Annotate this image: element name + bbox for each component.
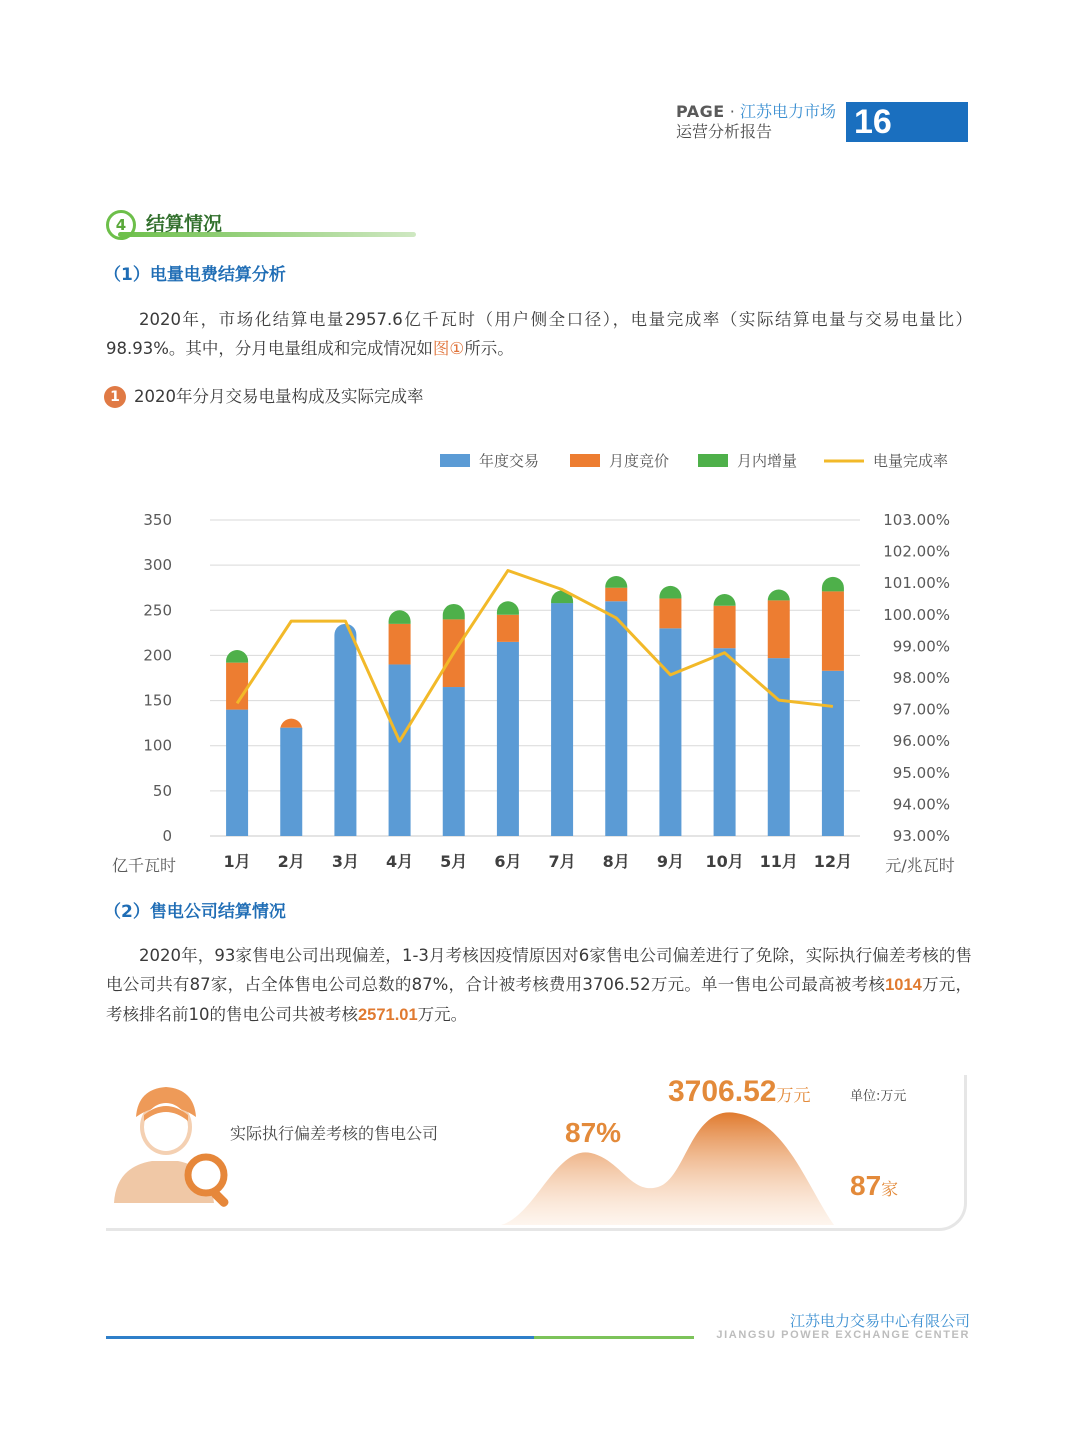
separator-dot: · — [729, 102, 735, 121]
card-graphics — [106, 1075, 966, 1230]
left-tick-label: 350 — [143, 511, 172, 529]
footer-company-cn: 江苏电力交易中心有限公司 — [789, 1312, 970, 1330]
right-tick-label: 94.00% — [892, 795, 950, 814]
category-label: 4月 — [386, 852, 414, 871]
bar-segment — [605, 601, 627, 836]
legend-label: 月度竞价 — [609, 452, 670, 470]
paragraph-text-end: 万元。 — [417, 1005, 468, 1024]
category-label: 10月 — [705, 852, 744, 871]
figure-reference-link[interactable]: 图① — [432, 339, 465, 358]
right-tick-label: 100.00% — [883, 605, 950, 624]
legend-swatch — [440, 454, 470, 467]
bar-segment — [768, 600, 790, 658]
legend-swatch — [570, 454, 600, 467]
bar-segment — [497, 642, 519, 836]
category-label: 2月 — [277, 852, 305, 871]
category-label: 11月 — [759, 852, 798, 871]
left-tick-label: 50 — [152, 781, 172, 800]
report-name: 运营分析报告 — [676, 122, 773, 141]
bar-segment — [497, 601, 519, 615]
max-fee-highlight: 1014 — [885, 976, 922, 994]
right-tick-label: 101.00% — [883, 574, 950, 593]
paragraph-text: 2020年，市场化结算电量2957.6亿千瓦时（用户侧全口径），电量完成率（实际结算电量与交易电量比）98.93%。其中，分月电量组成和完成情况如 — [106, 310, 972, 358]
page-label: PAGE — [676, 102, 725, 121]
bar-segment — [280, 728, 302, 836]
header-title — [676, 102, 836, 122]
paragraph-text: 2020年，93家售电公司出现偏差，1-3月考核因疫情原因对6家售电公司偏差进行了免除，实际执行偏差考核的售电公司共有87家，占全体售电公司总数的87%，合计被考核费用3706.52万元。单一售电公司最高被考核 — [106, 946, 972, 994]
mountain-graphic — [501, 1112, 834, 1225]
right-tick-label: 98.00% — [892, 669, 950, 687]
bar-segment — [659, 628, 681, 836]
subsection-2-title: （2）售电公司结算情况 — [104, 902, 286, 922]
category-label: 9月 — [656, 852, 684, 871]
bar-segment — [443, 687, 465, 836]
section-number: 4 — [106, 210, 136, 240]
paragraph-text-mid: 万元，考核排名前10的售电公司共被考核 — [106, 975, 973, 1024]
legend-label: 电量完成率 — [873, 452, 949, 470]
category-label: 6月 — [494, 852, 522, 871]
bar-segment — [822, 671, 844, 836]
bar-segment — [389, 610, 411, 624]
right-tick-label: 95.00% — [892, 763, 950, 782]
bar-segment — [822, 577, 844, 591]
subsection-1-title: （1）电量电费结算分析 — [104, 265, 286, 285]
right-tick-label: 102.00% — [883, 542, 950, 561]
right-tick-label: 93.00% — [892, 827, 950, 845]
figure-title: 2020年分月交易电量构成及实际完成率 — [134, 387, 424, 406]
category-label: 5月 — [440, 852, 468, 871]
right-tick-label: 99.00% — [892, 637, 950, 656]
right-tick-label: 96.00% — [892, 732, 950, 751]
bar-segment — [714, 648, 736, 836]
left-tick-label: 150 — [143, 691, 172, 710]
percent-value: 87% — [565, 1117, 622, 1148]
count-value — [850, 1170, 898, 1202]
assessment-summary-card — [106, 1075, 966, 1230]
category-label: 12月 — [813, 852, 853, 871]
page-number: 16 — [846, 102, 968, 142]
bar-segment — [389, 664, 411, 836]
bar-segment — [443, 604, 465, 619]
section-title: 结算情况 — [146, 213, 223, 235]
footer-line-blue — [106, 1336, 534, 1339]
count-number: 87 — [850, 1170, 882, 1201]
category-label: 3月 — [331, 852, 359, 871]
card-label: 实际执行偏差考核的售电公司 — [230, 1124, 439, 1143]
left-tick-label: 250 — [143, 601, 172, 620]
legend-label: 年度交易 — [479, 452, 540, 470]
fee-number: 3706.52 — [668, 1075, 777, 1108]
bar-segment — [714, 594, 736, 606]
bar-segment — [822, 591, 844, 670]
legend-swatch — [698, 454, 728, 467]
subsection-2-paragraph — [106, 941, 972, 1030]
left-axis-unit: 亿千瓦时 — [111, 856, 177, 875]
market-name: 江苏电力市场 — [739, 102, 836, 121]
fee-value — [668, 1075, 810, 1109]
fee-unit: 万元 — [776, 1086, 811, 1106]
footer-company-en: JIANGSU POWER EXCHANGE CENTER — [716, 1329, 970, 1341]
right-tick-label: 103.00% — [883, 511, 950, 529]
bar-segment — [768, 590, 790, 601]
bar-segment — [389, 624, 411, 665]
count-unit: 家 — [881, 1180, 899, 1200]
paragraph-text-end: 所示。 — [464, 339, 514, 358]
bar-segment — [605, 576, 627, 588]
bar-segment — [226, 710, 248, 836]
footer-line-green — [534, 1336, 694, 1339]
left-tick-label: 0 — [162, 827, 172, 845]
bar-segment — [714, 606, 736, 648]
left-tick-label: 100 — [143, 736, 172, 755]
bar-segment — [226, 650, 248, 663]
subsection-1-paragraph — [106, 305, 972, 363]
legend-label: 月内增量 — [737, 452, 798, 470]
left-tick-label: 200 — [143, 646, 172, 665]
category-label: 1月 — [223, 852, 251, 871]
figure-number-badge: 1 — [104, 386, 126, 408]
person-search-icon — [114, 1087, 230, 1209]
left-tick-label: 300 — [143, 556, 172, 575]
unit-note: 单位:万元 — [850, 1089, 907, 1104]
bar-segment — [659, 586, 681, 599]
category-label: 8月 — [602, 852, 630, 871]
top10-fee-highlight: 2571.01 — [358, 1006, 418, 1024]
bar-segment — [497, 615, 519, 642]
bar-segment — [605, 588, 627, 602]
monthly-energy-chart — [100, 440, 980, 885]
category-label: 7月 — [548, 852, 576, 871]
bar-segment — [659, 599, 681, 629]
right-axis-unit: 元/兆瓦时 — [885, 856, 955, 875]
bar-segment — [768, 658, 790, 836]
right-tick-label: 97.00% — [892, 700, 950, 719]
bar-segment — [334, 624, 356, 836]
bar-segment — [551, 603, 573, 836]
